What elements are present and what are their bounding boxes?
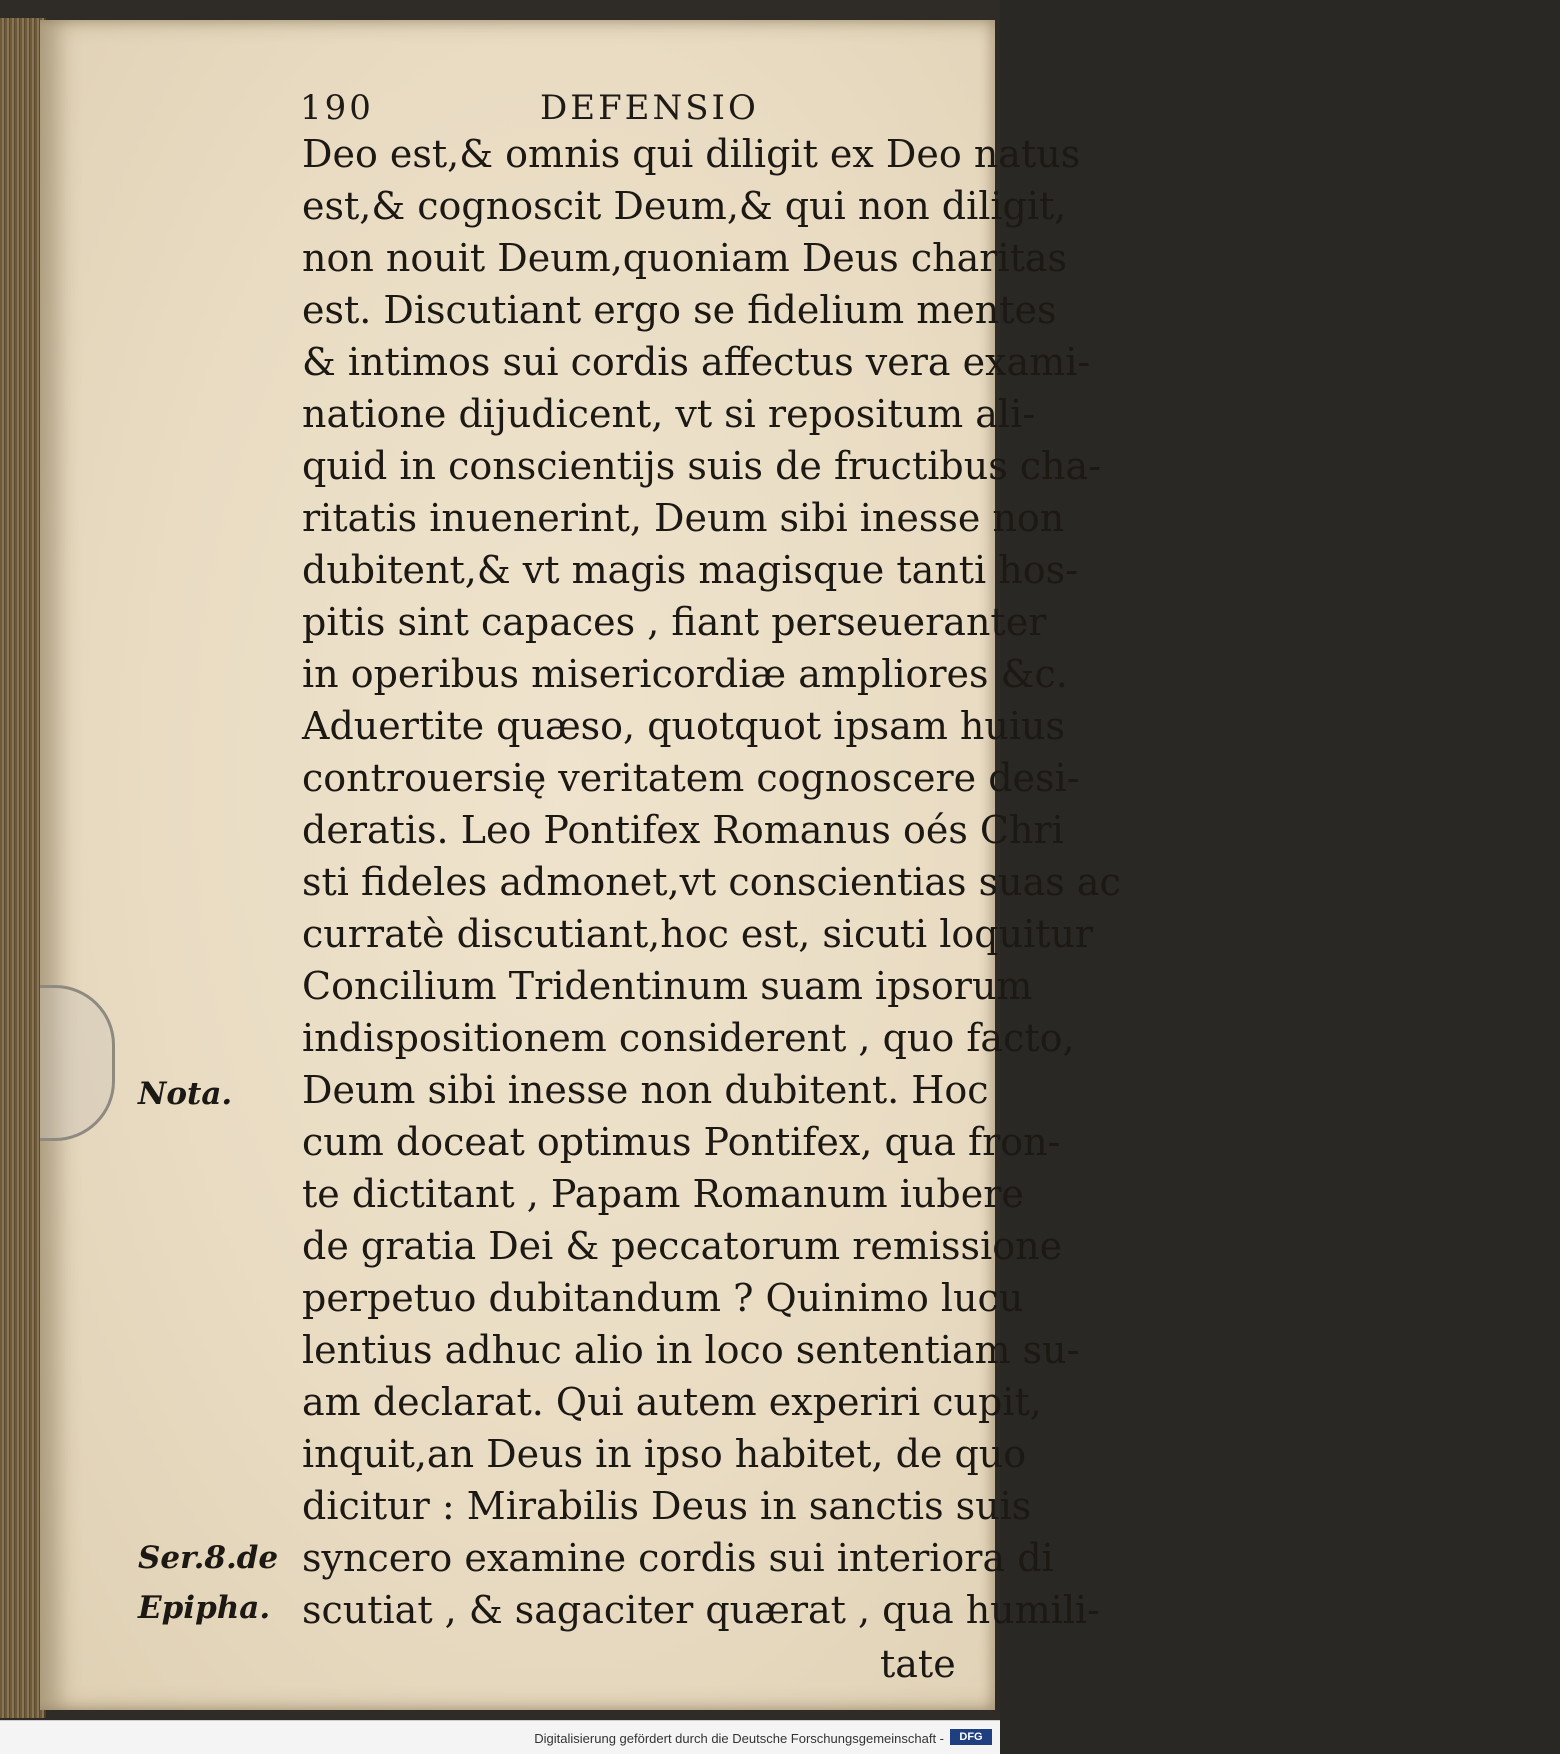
text-line: controuersię veritatem cognoscere desi- bbox=[302, 756, 1080, 800]
catchword: tate bbox=[880, 1642, 956, 1686]
text-line: natione dijudicent, vt si repositum ali- bbox=[302, 392, 1036, 436]
text-line: quid in conscientijs suis de fructibus cha- bbox=[302, 444, 1102, 488]
text-line: dicitur : Mirabilis Deus in sanctis suis bbox=[302, 1484, 1032, 1528]
text-line: Deo est,& omnis qui diligit ex Deo natus bbox=[302, 132, 1081, 176]
page-clip bbox=[40, 985, 115, 1141]
text-line: & intimos sui cordis affectus vera exami- bbox=[302, 340, 1091, 384]
text-line: cum doceat optimus Pontifex, qua fron- bbox=[302, 1120, 1061, 1164]
running-title: DEFENSIO bbox=[540, 88, 759, 128]
text-line: dubitent,& vt magis magisque tanti hos- bbox=[302, 548, 1078, 592]
dfg-logo: DFG bbox=[950, 1729, 992, 1745]
marginal-note: Nota. bbox=[138, 1076, 233, 1112]
text-line: est,& cognoscit Deum,& qui non diligit, bbox=[302, 184, 1067, 228]
funding-credit: Digitalisierung gefördert durch die Deutsche Forschungsgemeinschaft - bbox=[534, 1731, 944, 1746]
text-line: inquit,an Deus in ipso habitet, de quo bbox=[302, 1432, 1027, 1476]
text-line: sti fideles admonet,vt conscientias suas ac bbox=[302, 860, 1121, 904]
text-line: in operibus misericordiæ ampliores &c. bbox=[302, 652, 1068, 696]
text-line: pitis sint capaces , fiant perseueranter bbox=[302, 600, 1047, 644]
text-line: Aduertite quæso, quotquot ipsam huius bbox=[302, 704, 1066, 748]
text-line: Concilium Tridentinum suam ipsorum bbox=[302, 964, 1033, 1008]
text-line: est. Discutiant ergo se fidelium mentes bbox=[302, 288, 1057, 332]
marginal-reference: Epipha. bbox=[138, 1590, 271, 1626]
text-line: curratè discutiant,hoc est, sicuti loquitur bbox=[302, 912, 1094, 956]
text-line: perpetuo dubitandum ? Quinimo lucu bbox=[302, 1276, 1024, 1320]
text-line: te dictitant , Papam Romanum iubere bbox=[302, 1172, 1024, 1216]
text-line: lentius adhuc alio in loco sententiam su- bbox=[302, 1328, 1080, 1372]
text-line: non nouit Deum,quoniam Deus charitas bbox=[302, 236, 1068, 280]
text-line: de gratia Dei & peccatorum remissione bbox=[302, 1224, 1063, 1268]
text-line: scutiat , & sagaciter quærat , qua humili- bbox=[302, 1588, 1100, 1632]
text-line: ritatis inuenerint, Deum sibi inesse non bbox=[302, 496, 1065, 540]
digitization-footer bbox=[0, 1720, 1000, 1754]
text-line: indispositionem considerent , quo facto, bbox=[302, 1016, 1075, 1060]
text-line: am declarat. Qui autem experiri cupit, bbox=[302, 1380, 1042, 1424]
page-number: 190 bbox=[300, 88, 374, 128]
page-header bbox=[300, 88, 770, 128]
text-line: Deum sibi inesse non dubitent. Hoc bbox=[302, 1068, 989, 1112]
marginal-reference: Ser.8.de bbox=[138, 1540, 279, 1576]
text-line: syncero examine cordis sui interiora di bbox=[302, 1536, 1054, 1580]
text-line: deratis. Leo Pontifex Romanus oés Chri bbox=[302, 808, 1064, 852]
